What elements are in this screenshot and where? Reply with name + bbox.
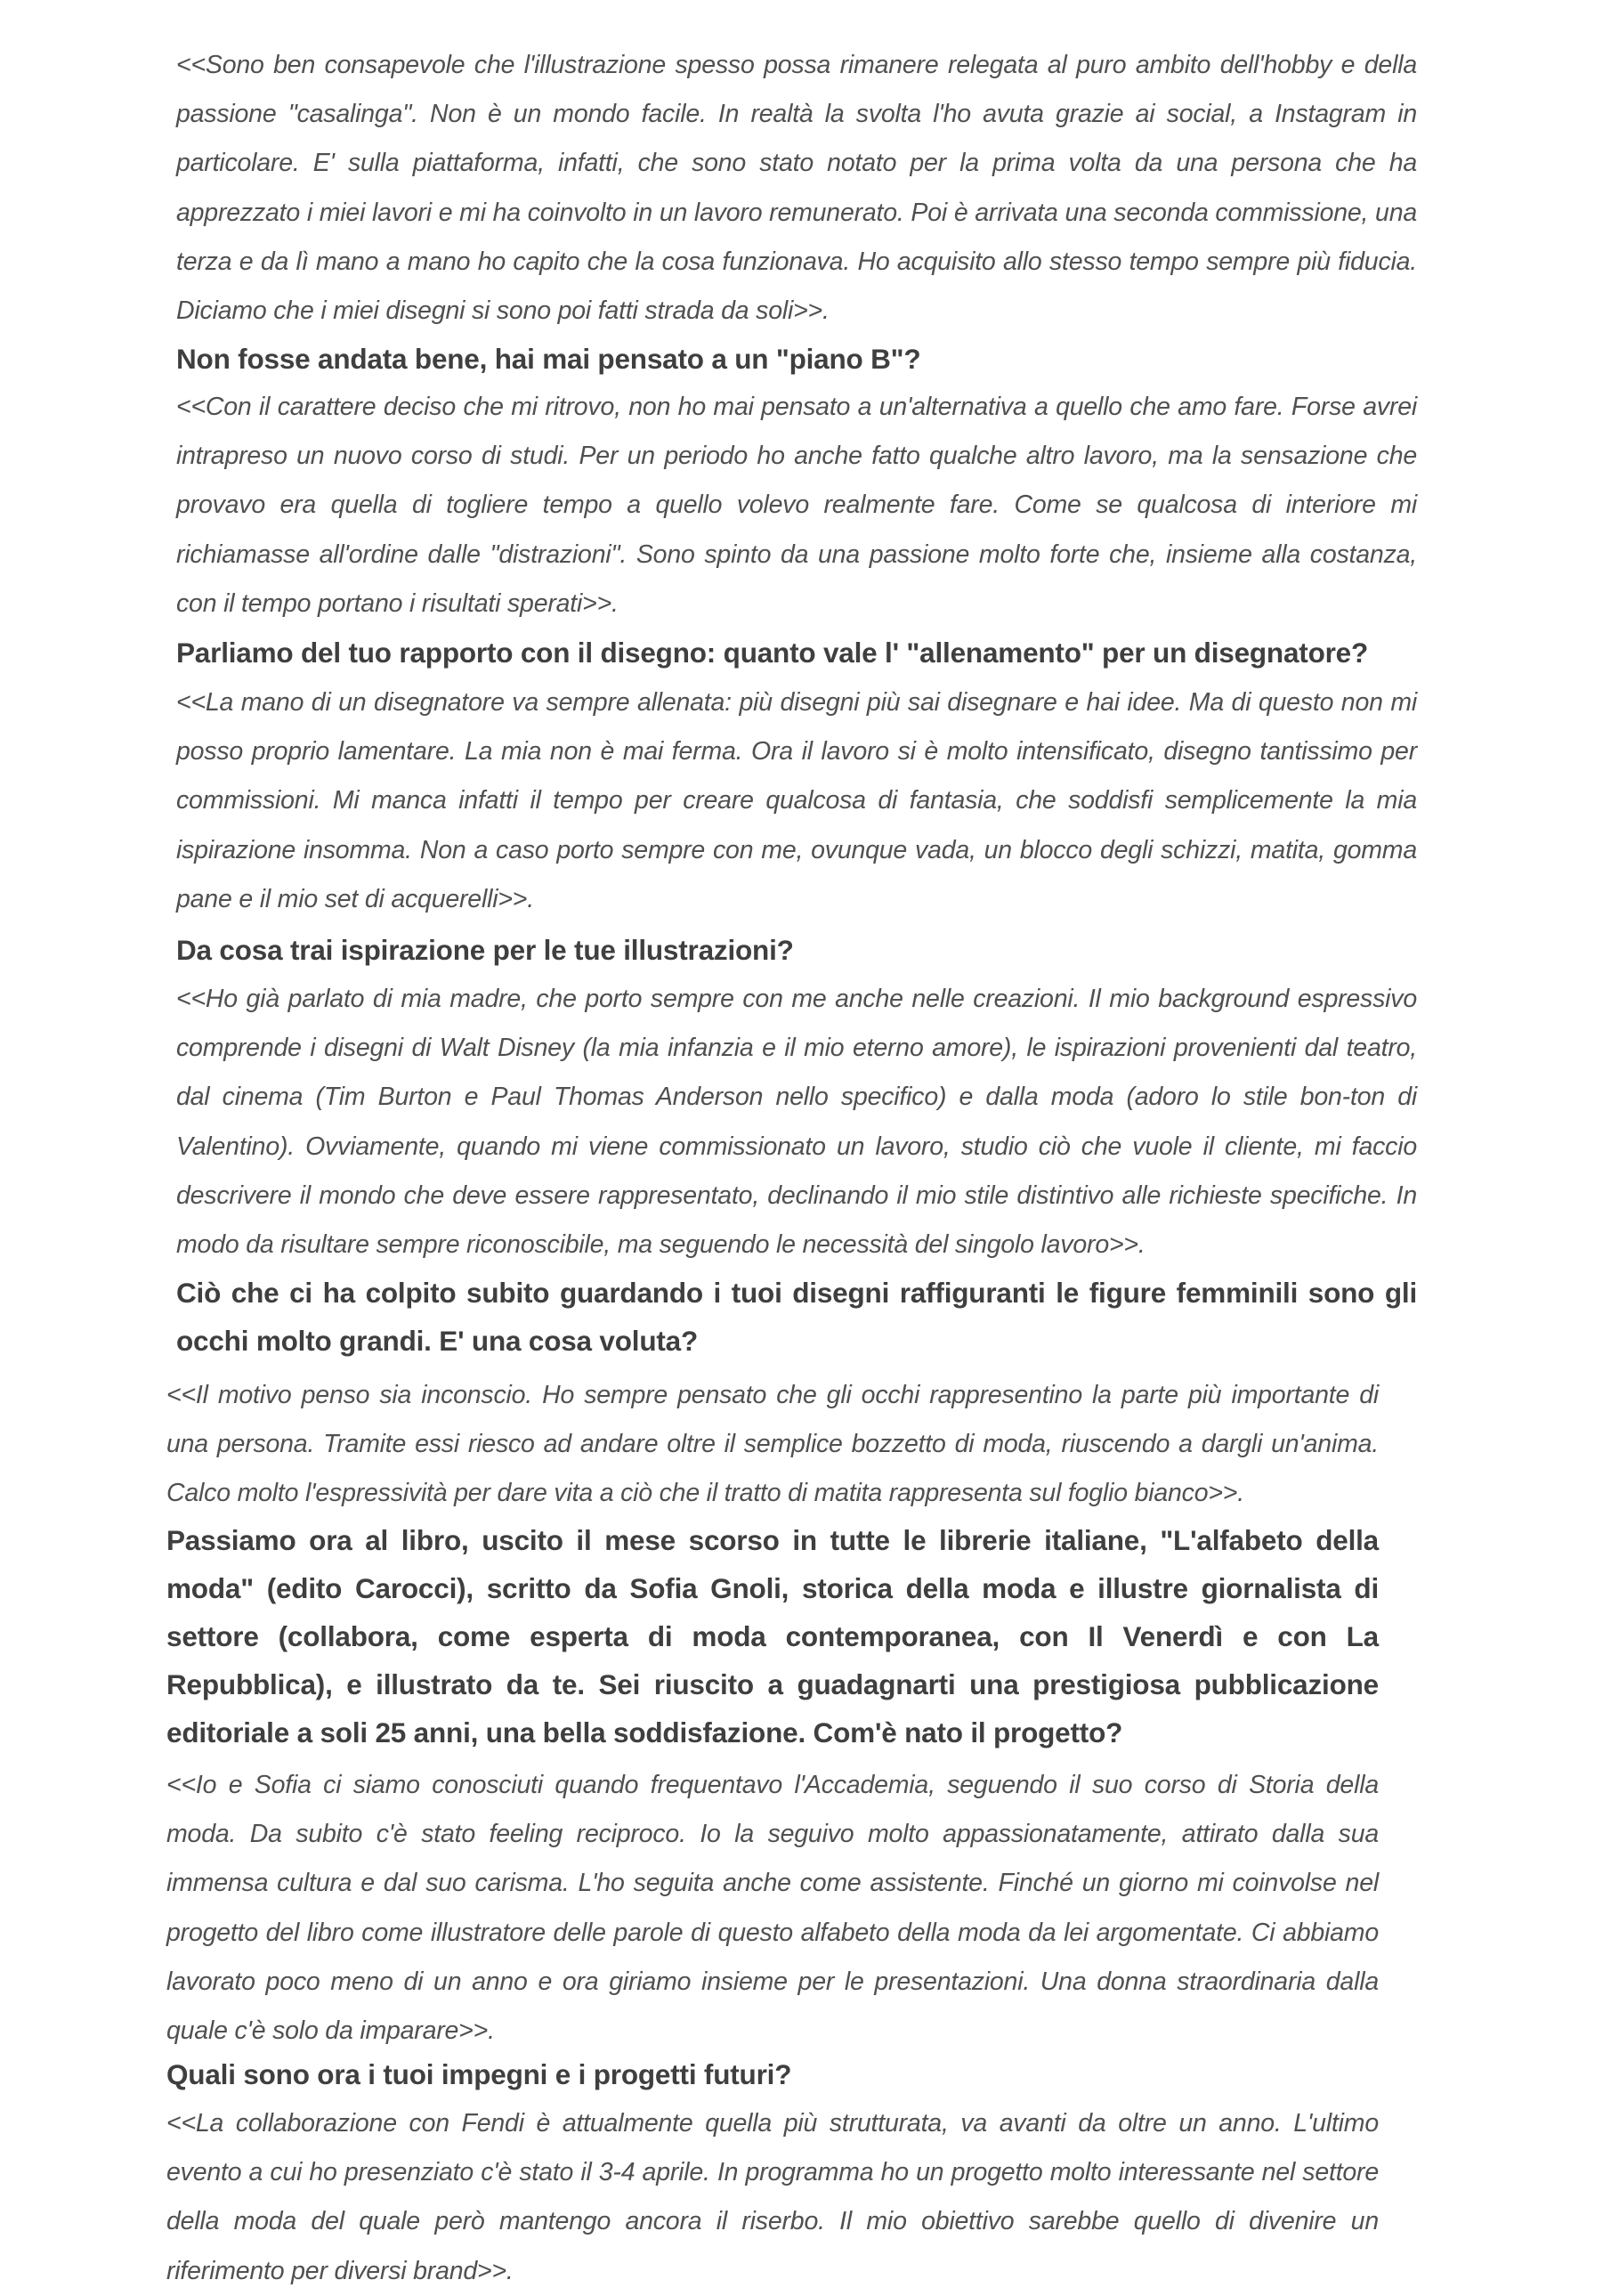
question-future-projects: Quali sono ora i tuoi impegni e i progetti futuri? <box>166 2058 792 2090</box>
question-big-eyes: Ciò che ci ha colpito subito guardando i tuoi disegni raffiguranti le figure femminili sono gli occhi molto grandi. E' una cosa voluta? <box>176 1277 1417 1357</box>
question-training: Parliamo del tuo rapporto con il disegno: quanto vale l' "allenamento" per un disegnatore? <box>176 637 1369 669</box>
question-book: Passiamo ora al libro, uscito il mese scorso in tutte le librerie italiane, "L'alfabeto della moda" (edito Carocci), scritto da Sofia Gnoli, storica della moda e illustre giornalista di settore (collabora, come esperta di moda contemporanea, con Il Venerdì e con La Repubblica), e illustrato da te. Sei riuscito a guadagnarti una prestigiosa pubblicazione editoriale a soli 25 anni, una bella soddisfazione. Com'è nato il progetto? <box>166 1524 1379 1748</box>
answer-training: <<La mano di un disegnatore va sempre allenata: più disegni più sai disegnare e hai idee. Ma di questo non mi posso proprio lamentare. La mia non è mai ferma. Ora il lavoro si è molto intensificato, disegno tantissimo per commissioni. Mi manca infatti il tempo per creare qualcosa di fantasia, che soddisfi semplicemente la mia ispirazione insomma. Non a caso porto sempre con me, ovunque vada, un blocco degli schizzi, matita, gomma pane e il mio set di acquerelli>>. <box>176 688 1417 913</box>
answer-illustration-career: <<Sono ben consapevole che l'illustrazione spesso possa rimanere relegata al puro ambito dell'hobby e della passione "casalinga". Non è un mondo facile. In realtà la svolta l'ho avuta grazie ai social, a Instagram in particolare. E' sulla piattaforma, infatti, che sono stato notato per la prima volta da una persona che ha apprezzato i miei lavori e mi ha coinvolto in un lavoro remunerato. Poi è arrivata una seconda commissione, una terza e da lì mano a mano ho capito che la cosa funzionava. Ho acquisito allo stesso tempo sempre più fiducia. Diciamo che i miei disegni si sono poi fatti strada da soli>>. <box>176 51 1417 326</box>
answer-future-projects: <<La collaborazione con Fendi è attualmente quella più strutturata, va avanti da oltre un anno. L'ultimo evento a cui ho presenziato c'è stato il 3-4 aprile. In programma ho un progetto molto interessante nel settore della moda del quale però mantengo ancora il riserbo. Il mio obiettivo sarebbe quello di divenire un riferimento per diversi brand>>. <box>166 2109 1379 2285</box>
answer-big-eyes: <<Il motivo penso sia inconscio. Ho sempre pensato che gli occhi rappresentino la parte più importante di una persona. Tramite essi riesco ad andare oltre il semplice bozzetto di moda, riuscendo a dargli un'anima. Calco molto l'espressività per dare vita a ciò che il tratto di matita rappresenta sul foglio bianco>>. <box>166 1381 1379 1508</box>
answer-inspiration: <<Ho già parlato di mia madre, che porto sempre con me anche nelle creazioni. Il mio background espressivo comprende i disegni di Walt Disney (la mia infanzia e il mio eterno amore), le ispirazioni provenienti dal teatro, dal cinema (Tim Burton e Paul Thomas Anderson nello specifico) e dalla moda (adoro lo stile bon-ton di Valentino). Ovviamente, quando mi viene commissionato un lavoro, studio ciò che vuole il cliente, mi faccio descrivere il mondo che deve essere rappresentato, declinando il mio stile distintivo alle richieste specifiche. In modo da risultare sempre riconoscibile, ma seguendo le necessità del singolo lavoro>>. <box>176 985 1417 1260</box>
answer-plan-b: <<Con il carattere deciso che mi ritrovo, non ho mai pensato a un'alternativa a quello che amo fare. Forse avrei intrapreso un nuovo corso di studi. Per un periodo ho anche fatto qualche altro lavoro, ma la sensazione che provavo era quella di togliere tempo a quello volevo realmente fare. Come se qualcosa di interiore mi richiamasse all'ordine dalle "distrazioni". Sono spinto da una passione molto forte che, insieme alla costanza, con il tempo portano i risultati sperati>>. <box>176 393 1417 618</box>
question-plan-b: Non fosse andata bene, hai mai pensato a un "piano B"? <box>176 343 921 375</box>
answer-book: <<Io e Sofia ci siamo conosciuti quando frequentavo l'Accademia, seguendo il suo corso di Storia della moda. Da subito c'è stato feeling reciproco. Io la seguivo molto appassionatamente, attirato dalla sua immensa cultura e dal suo carisma. L'ho seguita anche come assistente. Finché un giorno mi coinvolse nel progetto del libro come illustratore delle parole di questo alfabeto della moda da lei argomentate. Ci abbiamo lavorato poco meno di un anno e ora giriamo insieme per le presentazioni. Una donna straordinaria dalla quale c'è solo da imparare>>. <box>166 1771 1379 2046</box>
question-inspiration: Da cosa trai ispirazione per le tue illustrazioni? <box>176 934 794 966</box>
